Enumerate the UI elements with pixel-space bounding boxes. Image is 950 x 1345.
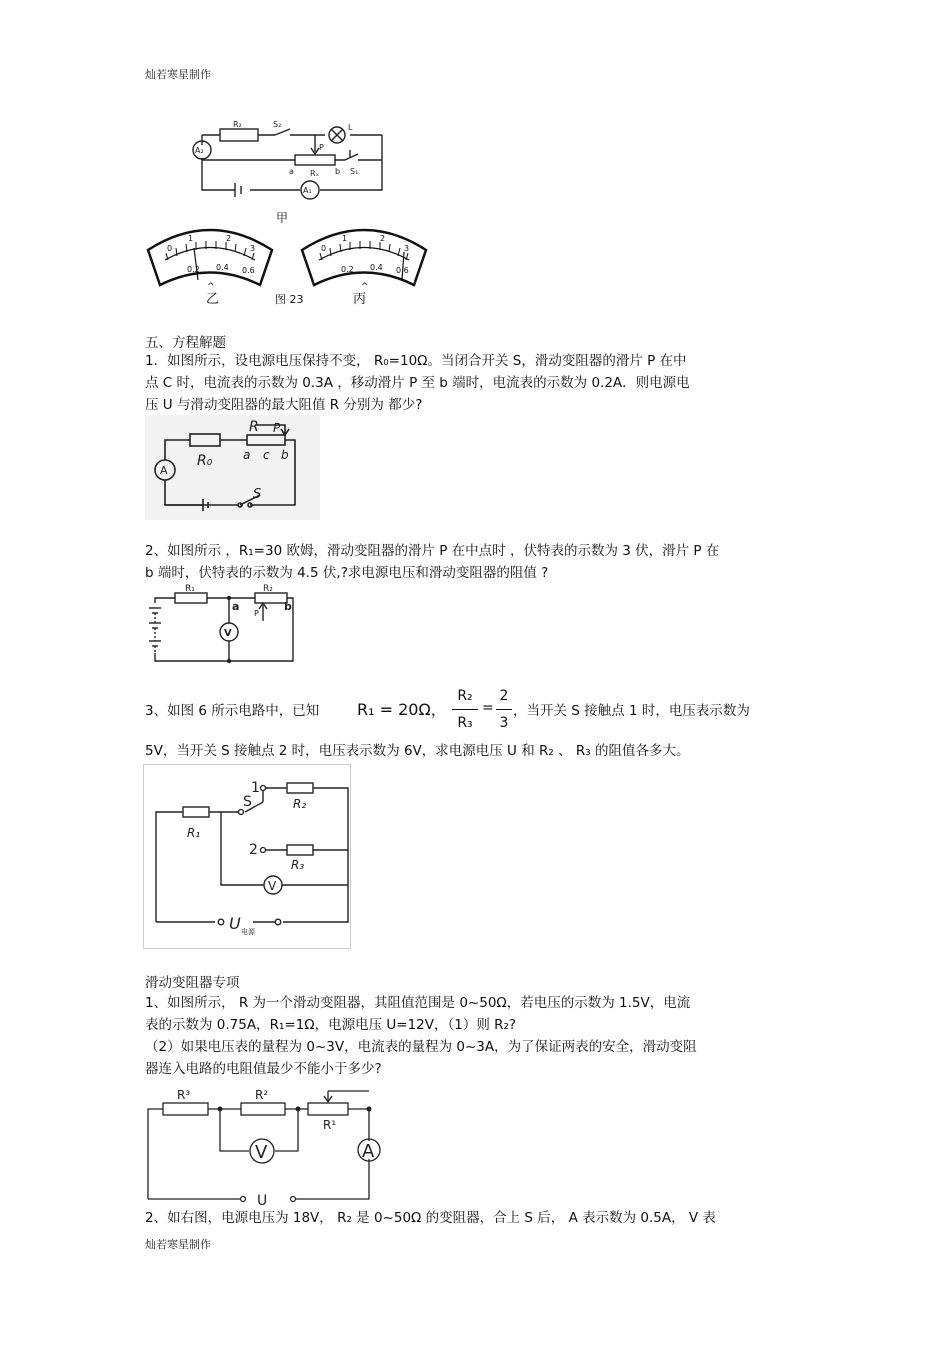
q3-r3-label: R₃: [291, 858, 305, 872]
caption-yi: 乙: [206, 292, 220, 307]
label-a2: A₂: [195, 146, 204, 155]
caption-fig23: 图 23: [275, 293, 304, 306]
yi-tick-1: 1: [188, 234, 194, 243]
q3-line-2: 5V，当开关 S 接触点 2 时，电压表示数为 6V，求电源电压 U 和 R₂ 、 R₃ 的阻值各多大。: [145, 743, 690, 759]
caption-jia: 甲: [276, 211, 289, 225]
bing-tick-1: 1: [342, 234, 348, 243]
caption-bing: 丙: [353, 292, 367, 307]
q2-line-1: 2、如图所示 ，R₁=30 欧姆，滑动变阻器的滑片 P 在中点时 ，伏特表的示数为 3 伏，滑片 P 在: [145, 543, 720, 559]
rq1-r1-label: R¹: [323, 1118, 337, 1132]
q3-frac-den: R₃: [457, 715, 473, 731]
q2-circuit: [145, 583, 300, 665]
q2-b-label: b: [284, 600, 292, 613]
q3-frac-bar: [452, 709, 478, 710]
label-a: a: [289, 167, 294, 176]
rq1-a-label: A: [362, 1141, 375, 1162]
q1-r-label: R: [249, 419, 259, 435]
rq2-line-1: 2、如右图，电源电压为 18V， R₂ 是 0~50Ω 的变阻器，合上 S 后， A 表示数为 0.5A， V 表: [145, 1210, 716, 1226]
meter-bing: [302, 230, 426, 307]
yi-sub-02: 0.2: [187, 265, 200, 274]
rq1-r2-label: R²: [255, 1088, 269, 1102]
rq1-v-label: V: [255, 1142, 268, 1163]
q3-node2-label: 2: [249, 842, 258, 858]
q1-s-label: S: [253, 487, 262, 502]
label-rx: Rₓ: [310, 169, 320, 178]
bing-sub-02: 0.2: [341, 265, 354, 274]
rq1-line-4: 器连入电路的电阻值最少不能小于多少?: [145, 1061, 382, 1077]
q1-p-label: P: [273, 421, 281, 435]
q1-c-label: c: [263, 448, 270, 462]
label-l: L: [348, 123, 353, 132]
label-r2: R₂: [233, 120, 242, 129]
rq1-line-2: 表的示数为 0.75A，R₁=1Ω，电源电压 U=12V，（1）则 R₂?: [145, 1017, 517, 1033]
label-p: P: [319, 143, 324, 152]
rheostat-title: 滑动变阻器专项: [145, 975, 240, 991]
label-s2: S₂: [273, 120, 282, 129]
q3-source-label: 电源: [241, 928, 255, 936]
q3-prefix: 3、如图 6 所示电路中，已知: [145, 703, 320, 719]
rq1-u-label: U: [257, 1193, 268, 1207]
rq1-line-1: 1、如图所示， R 为一个滑动变阻器，其阻值范围是 0~50Ω，若电压的示数为 1.5V，电流: [145, 995, 691, 1011]
q3-frac-num: R₂: [457, 688, 473, 704]
q1-circuit: [145, 415, 320, 520]
q2-r2-label: R₂: [263, 584, 273, 594]
yi-tick-0: 0: [167, 244, 173, 253]
bing-sub-06: 0.6: [396, 266, 409, 275]
q1-r0-label: R₀: [197, 453, 213, 469]
label-b: b: [335, 167, 341, 176]
q3-u-label: U: [229, 914, 241, 933]
section5-title: 五、方程解题: [145, 335, 226, 351]
q1-line-1: 1．如图所示，设电源电压保持不变， R₀=10Ω。当闭合开关 S，滑动变阻器的滑片 P 在中: [145, 353, 687, 369]
yi-sub-06: 0.6: [242, 266, 255, 275]
bing-tick-3: 3: [404, 244, 410, 253]
rq1-circuit: [143, 1079, 385, 1207]
header-watermark: 灿若寒星制作: [145, 68, 211, 81]
q1-line-2: 点 C 时，电流表的示数为 0.3A ，移动滑片 P 至 b 端时，电流表的示数为 0.2A．则电源电: [145, 375, 690, 391]
figure-23: [140, 110, 440, 310]
q3-frac2-den: 3: [499, 715, 509, 731]
yi-tick-2: 2: [226, 234, 232, 243]
q2-r1-label: R₁: [185, 584, 195, 594]
footer-watermark: 灿若寒星制作: [145, 1238, 211, 1251]
bing-tick-0: 0: [321, 244, 327, 253]
q3-suffix: ，当开关 S 接触点 1 时，电压表示数为: [513, 703, 750, 719]
q3-r1-label: R₁: [187, 826, 201, 840]
circuit-jia: [193, 127, 382, 199]
svg-text:^: ^: [207, 282, 215, 292]
label-a1: A₁: [303, 186, 312, 195]
bing-tick-2: 2: [380, 234, 386, 243]
q2-line-2: b 端时，伏特表的示数为 4.5 伏,?求电源电压和滑动变阻器的阻值 ?: [145, 565, 549, 581]
q3-circuit: [143, 764, 351, 949]
q3-s-label: S: [243, 794, 252, 810]
meter-yi: [148, 230, 272, 307]
q3-v-label: V: [268, 879, 277, 893]
svg-text:^: ^: [361, 282, 369, 292]
q2-v-label: V: [224, 628, 232, 639]
q3-r1-equation: R₁ = 20Ω，: [357, 700, 447, 719]
q3-frac-equals: =: [482, 700, 494, 716]
q3-node1-label: 1: [251, 780, 260, 796]
q1-b-label: b: [281, 448, 289, 462]
bing-sub-04: 0.4: [370, 263, 383, 272]
q3-frac2-bar: [496, 709, 512, 710]
yi-sub-04: 0.4: [216, 263, 229, 272]
q2-a-label: a: [232, 600, 240, 613]
q3-frac2-num: 2: [499, 688, 509, 704]
yi-tick-3: 3: [250, 244, 256, 253]
q1-a-label: a: [243, 448, 251, 462]
q2-p-label: P: [254, 609, 259, 618]
rq1-line-3: （2）如果电压表的量程为 0~3V，电流表的量程为 0~3A，为了保证两表的安全，滑动变阻: [145, 1039, 697, 1055]
label-s1: S₁: [350, 167, 359, 176]
rq1-r3-label: R³: [177, 1088, 191, 1102]
q3-r2-label: R₂: [293, 797, 307, 811]
q1-line-3: 压 U 与滑动变阻器的最大阻值 R 分别为 都少?: [145, 397, 423, 413]
q1-ammeter-label: A: [160, 464, 168, 477]
